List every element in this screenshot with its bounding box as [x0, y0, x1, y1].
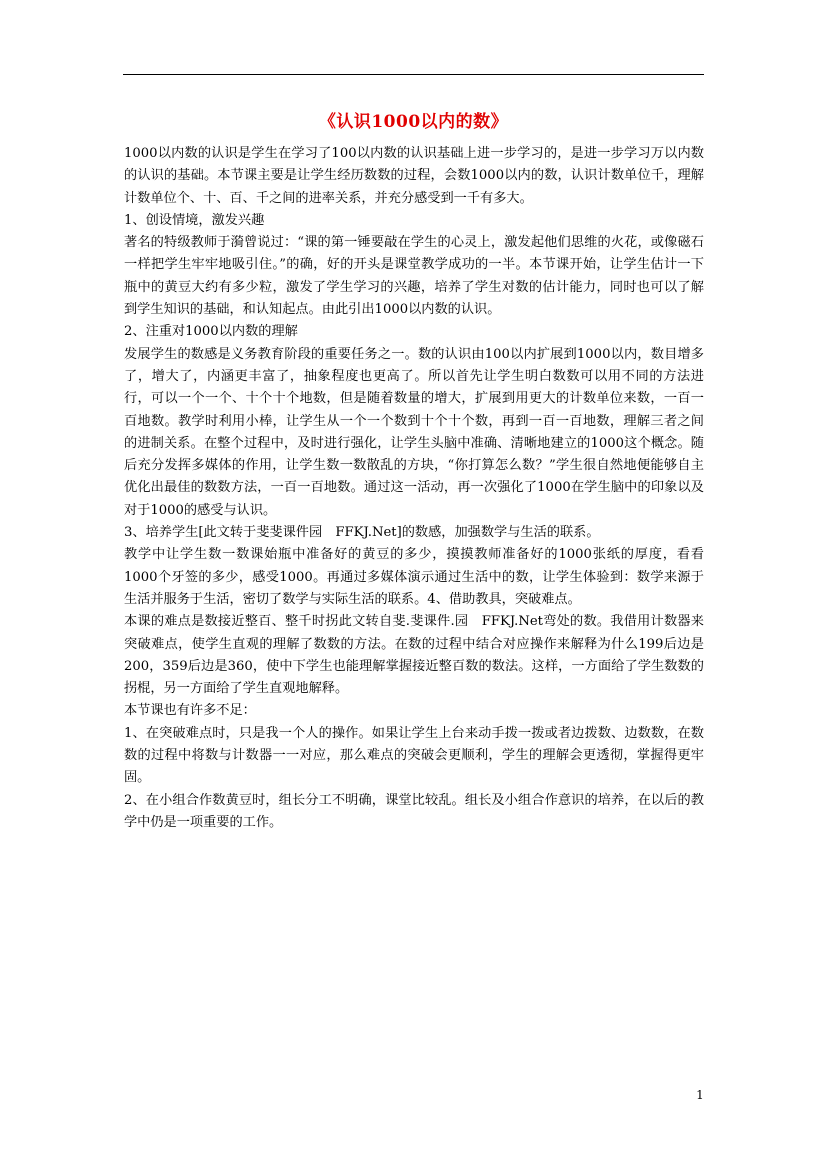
header-rule [123, 74, 704, 75]
section-heading-2: 2、注重对1000以内数的理解 [124, 324, 298, 340]
shortcoming-2: 2、在小组合作数黄豆时，组长分工不明确，课堂比较乱。组长及小组合作意识的培养，在以后的教学中仍是一项重要的工作。 [124, 792, 704, 830]
paragraph-intro: 1000以内数的认识是学生在学习了100以内数的认识基础上进一步学习的，是进一步学习万以内数的认识的基础。本节课主要是让学生经历数数的过程，会数1000以内的数，认识计数单位千，理解计数单位个、十、百、千之间的进率关系，并充分感受到一千有多大。 [124, 146, 704, 206]
section-heading-3: 3、培养学生[此文转于斐斐课件园 FFKJ.Net]的数感，加强数学与生活的联系。 [124, 525, 600, 541]
document-body [124, 143, 704, 834]
section-heading-1: 1、创设情境，激发兴趣 [124, 212, 265, 228]
paragraph-section-1: 著名的特级教师于漪曾说过：“课的第一锤要敲在学生的心灵上，激发起他们思维的火花，或像磁石一样把学生牢牢地吸引住。”的确，好的开头是课堂教学成功的一半。本节课开始，让学生估计一下瓶中的黄豆大约有多少粒，激发了学生学习的兴趣，培养了学生对数的估计能力，同时也可以了解到学生知识的基础，和认知起点。由此引出1000以内数的认识。 [124, 235, 704, 318]
shortcomings-heading: 本节课也有许多不足： [124, 703, 256, 719]
paragraph-section-3: 教学中让学生数一数课始瓶中准备好的黄豆的多少，摸摸教师准备好的1000张纸的厚度，看看1000个牙签的多少，感受1000。再通过多媒体演示通过生活中的数，让学生体验到：数学来源于生活并服务于生活，密切了数学与实际生活的联系。4、借助教具，突破难点。 [124, 547, 704, 607]
page-number: 1 [696, 1088, 704, 1102]
document-title: 《认识1000以内的数》 [318, 112, 509, 132]
paragraph-section-2: 发展学生的数感是义务教育阶段的重要任务之一。数的认识由100以内扩展到1000以内，数目增多了，增大了，内涵更丰富了，抽象程度也更高了。所以首先让学生明白数数可以用不同的方法进行，可以一个一个、十个十个地数，但是随着数量的增大，扩展到用更大的计数单位来数，一百一百地数。教学时利用小棒，让学生从一个一个数到十个十个数，再到一百一百地数，理解三者之间的进制关系。在整个过程中，及时进行强化，让学生头脑中准确、清晰地建立的1000这个概念。随后充分发挥多媒体的作用，让学生数一数散乱的方块，“你打算怎么数？”学生很自然地便能够自主优化出最佳的数数方法，一百一百地数。通过这一活动，再一次强化了1000在学生脑中的印象以及对于1000的感受与认识。 [124, 346, 704, 518]
paragraph-section-4: 本课的难点是数接近整百、整千时拐此文转自斐.斐课件.园 FFKJ.Net弯处的数。我借用计数器来突破难点，使学生直观的理解了数数的方法。在数的过程中结合对应操作来解释为什么199后边是200，359后边是360，使中下学生也能理解掌握接近整百数的数法。这样，一方面给了学生数数的拐棍，另一方面给了学生直观地解释。 [124, 614, 704, 697]
shortcoming-1: 1、在突破难点时，只是我一个人的操作。如果让学生上台来动手拨一拨或者边拨数、边数数，在数数的过程中将数与计数器一一对应，那么难点的突破会更顺利，学生的理解会更透彻，掌握得更牢固。 [124, 725, 704, 786]
